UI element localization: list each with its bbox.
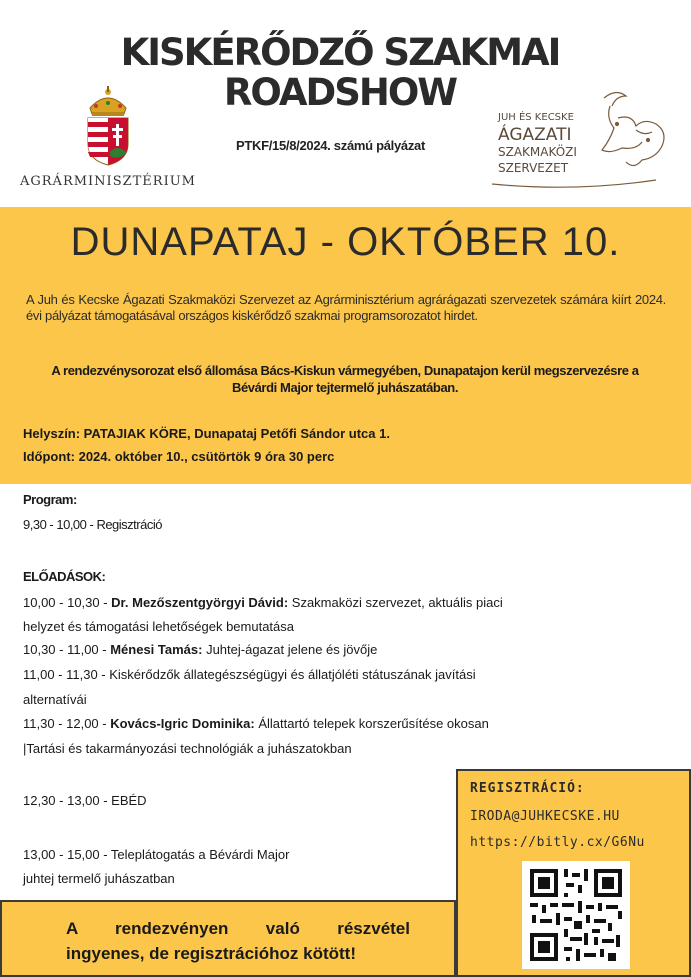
- assoc-logo-line4: SZERVEZET: [498, 161, 569, 175]
- registration-slot: 9,30 - 10,00 - Regisztráció: [23, 517, 162, 532]
- lecture-speaker: Dr. Mezőszentgyörgyi Dávid:: [111, 595, 289, 610]
- lecture-topic: Kiskérődzők állategészségügyi és állatjóléti státuszának javítási: [109, 667, 476, 682]
- visit-slot-line1: 13,00 - 15,00 - Teleplátogatás a Bévárdi Major: [23, 847, 290, 862]
- event-title: DUNAPATAJ - OKTÓBER 10.: [70, 220, 621, 264]
- lunch-slot: 12,30 - 13,00 - EBÉD: [23, 793, 147, 808]
- registration-title: REGISZTRÁCIÓ:: [470, 781, 585, 796]
- page-title-line2: ROADSHOW: [223, 71, 457, 114]
- registration-url-link[interactable]: https://bitly.cx/G6Nu: [470, 835, 645, 850]
- assoc-logo-line1: JUH ÉS KECSKE: [498, 112, 574, 123]
- lecture-time: 10,30 - 11,00 -: [23, 642, 111, 657]
- program-heading: Program:: [23, 492, 77, 507]
- event-location: Helyszín: PATAJIAK KÖRE, Dunapataj Petőfi Sándor utca 1.: [23, 426, 390, 441]
- goat-sheep-icon: [602, 92, 664, 165]
- lecture-item: [23, 641, 377, 659]
- lecture-topic: Állattartó telepek korszerűsítése okosan: [254, 716, 489, 731]
- lecture-topic: Szakmaközi szervezet, aktuális piaci: [288, 595, 503, 610]
- lecture-topic: Juhtej-ágazat jelene és jövője: [202, 642, 378, 657]
- lecture-topic-cont: |Tartási és takarmányozási technológiák a juhászatokban: [23, 741, 352, 756]
- event-intro: A Juh és Kecske Ágazati Szakmaközi Szervezet az Agrárminisztérium agrárágazati szervezetek számára kiírt 2024. évi pályázat támogatásával országos kiskérődző szakmai programsorozatot hirdet.: [26, 292, 666, 323]
- lecture-item: [23, 715, 489, 733]
- registration-email-link[interactable]: IRODA@JUHKECSKE.HU: [470, 809, 620, 824]
- free-entry-box: [0, 900, 456, 977]
- qr-code-icon[interactable]: [522, 861, 630, 969]
- lecture-item: [23, 666, 476, 684]
- page-title-line1: KISKÉRŐDZŐ SZAKMAI: [120, 31, 560, 74]
- lecture-time: 11,30 - 12,00 -: [23, 716, 111, 731]
- ministry-name: AGRÁRMINISZTÉRIUM: [20, 174, 196, 189]
- lecture-item: [23, 594, 503, 612]
- registration-box: [456, 769, 691, 977]
- hungarian-coat-of-arms-icon: [80, 86, 136, 166]
- lecture-speaker: Kovács-Igric Dominika:: [110, 716, 255, 731]
- lecture-time: 11,00 - 11,30 -: [23, 667, 110, 682]
- association-logo: [486, 88, 672, 194]
- free-entry-notice: [66, 916, 410, 966]
- event-first-stop: A rendezvénysorozat első állomása Bács-Kiskun vármegyében, Dunapatajon kerül megszervezésre a Bévárdi Major tejtermelő juhászatában.: [51, 363, 639, 395]
- free-entry-line1: A rendezvényen való részvétel: [66, 919, 410, 938]
- header: [0, 0, 691, 207]
- lecture-speaker: Ménesi Tamás:: [110, 642, 203, 657]
- grant-reference: PTKF/15/8/2024. számú pályázat: [236, 138, 425, 153]
- lecture-topic-cont: alternatívái: [23, 692, 87, 707]
- visit-slot-line2: juhtej termelő juhászatban: [23, 871, 175, 886]
- assoc-logo-line2: ÁGAZATI: [498, 125, 572, 145]
- assoc-logo-line3: SZAKMAKÖZI: [498, 145, 577, 159]
- lecture-time: 10,00 - 10,30 -: [23, 595, 112, 610]
- event-time: Időpont: 2024. október 10., csütörtök 9 óra 30 perc: [23, 449, 335, 464]
- free-entry-line2: ingyenes, de regisztrációhoz kötött!: [66, 944, 356, 963]
- lectures-heading: ELŐADÁSOK:: [23, 569, 106, 584]
- lecture-topic-cont: helyzet és támogatási lehetőségek bemutatása: [23, 619, 295, 634]
